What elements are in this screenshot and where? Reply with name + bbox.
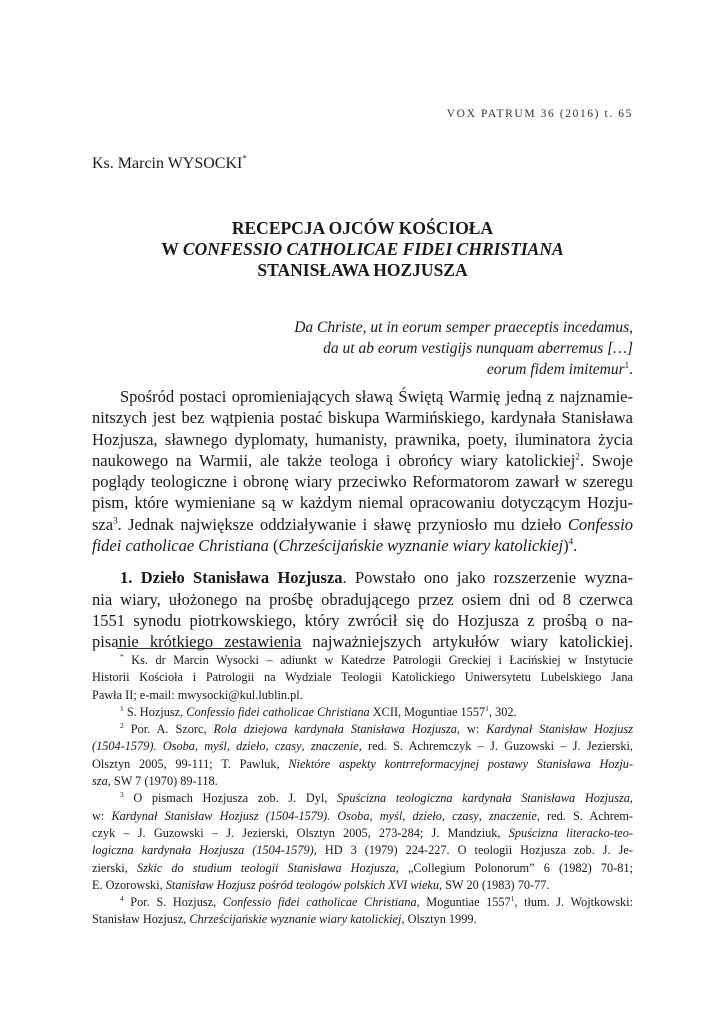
fn3-mark: 3 <box>120 790 124 800</box>
fn-line <box>92 808 633 825</box>
p1-l8-italic-1: fidei catholicae Christiana <box>92 536 269 556</box>
fn4-l1-mid: , Moguntiae 1557 <box>416 895 511 910</box>
fn3-l6-rest: , SW 20 (1983) 70-77. <box>439 877 550 892</box>
fn4-l1-sup: 1 <box>510 894 515 904</box>
p1-l4-text: naukowego na Warmii, ale także teologa i obrońcy wiary katolickiej <box>92 450 576 470</box>
fn4-l1-rest: , tłum. J. Wojtkowski: <box>514 895 633 910</box>
p2-l1-rest: . Powstało ono jako rozszerzenie wyzna- <box>342 568 633 588</box>
fn1-sup: 1 <box>485 703 489 713</box>
title-line-2 <box>92 239 633 260</box>
p1-l8-end: ) <box>563 536 569 556</box>
fn3-l1-pre: O pismach Hozjusza zob. J. Dyl, <box>123 791 338 806</box>
fn4-l1-pre: Por. S. Hozjusz, <box>123 895 223 910</box>
fn-line <box>92 738 633 755</box>
footnote-4 <box>92 894 633 929</box>
p1-line: poglądy teologiczne i obronę wiary przeciwko Reformatorom zawarł w szeregu <box>92 472 633 492</box>
fn3-l2-italic: Kardynał Stanisław Hozjusz (1504-1579). Osoba <box>111 808 370 823</box>
fn4-mark: 4 <box>120 894 124 904</box>
fn3-l2-rest: , red. S. Achrem- <box>536 808 634 823</box>
fn-line <box>92 911 633 928</box>
fn3-l3-pre: czyk – J. Guzowski – J. Jezierski, Olsztyn 2005, 273-284; J. Mandziuk, <box>92 825 509 840</box>
fn-line <box>92 756 633 773</box>
fn3-l6-italic: Stanisław Hozjusz pośród teologów polskich XVI wieku <box>165 877 440 892</box>
fn-line: Pawła II; e-mail: mwysocki@kul.lublin.pl. <box>92 687 303 702</box>
fn2-l2-i2: myśl <box>204 739 227 754</box>
fn3-l5-rest: , „Collegium Polonorum” 6 (1982) 70-81; <box>395 860 633 875</box>
fn2-l1-italic-2: Kardynał Stanisław Hozjusz <box>486 722 633 737</box>
epigraph-footnote-ref: 1 <box>624 359 630 370</box>
fn1-mark: 1 <box>120 703 124 713</box>
fn2-l2-c1: , <box>194 739 205 754</box>
fn3-l1-end: , <box>629 791 633 806</box>
p1-l8-italic-2: Chrześcijańskie wyznanie wiary katolickiej <box>278 536 564 556</box>
fn-line <box>92 704 633 721</box>
p1-line: Hozjusza, sławnego dyplomaty, humanisty, prawnika, poety, iluminatora życia <box>92 429 633 449</box>
p1-line: pism, które wymieniane są w każdym niemal opracowaniu dotyczącym Hozju- <box>92 493 633 513</box>
fn-star-mark: * <box>120 651 124 661</box>
paragraph-2 <box>92 567 633 652</box>
fn1-pre: S. Hozjusz, <box>123 704 187 719</box>
fn2-l2-italic: (1504-1579). Osoba <box>92 739 195 754</box>
footnotes <box>92 652 633 929</box>
fn4-l2-pre: Stanisław Hozjusz, <box>92 912 190 927</box>
fn3-l2-i3: dzieło <box>412 808 442 823</box>
fn3-l2-i4: czasy <box>452 808 479 823</box>
epigraph-line-3 <box>213 359 633 380</box>
p1-line: Spośród postaci opromieniających sławą Świętą Warmię jedną z najznamie- <box>120 387 633 406</box>
fn-star-l1: Ks. dr Marcin Wysocki – adiunkt w Katedrze Patrologii Greckiej i Łacińskiej w Instytucie <box>123 653 633 667</box>
fn3-l2-c4: , <box>478 808 489 823</box>
p1-line <box>92 450 633 471</box>
fn2-l1-mid: , w: <box>456 722 487 737</box>
fn2-l2-i4: czasy <box>274 739 302 754</box>
fn-line <box>92 860 633 877</box>
fn1-mid: XCII, Moguntiae 1557 <box>369 704 486 719</box>
footnote-ref-2: 2 <box>575 451 580 462</box>
article-body <box>92 386 633 653</box>
footnote-1 <box>92 704 633 721</box>
footnote-ref-4: 4 <box>568 536 574 547</box>
article-title <box>92 218 633 281</box>
fn2-mark: 2 <box>120 721 124 731</box>
fn-line <box>92 842 633 859</box>
footnote-rule <box>117 648 302 649</box>
fn3-l5-italic: Szkic do studium teologii Stanisława Hozjusza <box>136 860 396 875</box>
fn2-l4-rest: , SW 7 (1970) 89-118. <box>107 774 218 789</box>
paragraph-1 <box>92 386 633 556</box>
p1-l7-text: sza <box>92 514 114 534</box>
fn2-l1-pre: Por. A. Szorc, <box>123 722 214 737</box>
fn-line <box>92 877 633 894</box>
fn2-l2-rest: , red. S. Achremczyk – J. Guzowski – J. Jezierski, <box>358 739 633 754</box>
fn3-l5-pre: zierski, <box>92 860 137 875</box>
fn3-l6-pre: E. Ozorowski, <box>92 877 166 892</box>
fn3-l1-italic: Spuścizna teologiczna kardynała Stanisława Hozjusza <box>337 791 630 806</box>
fn4-l2-rest: , Olsztyn 1999. <box>401 912 477 927</box>
fn4-l2-italic: Chrześcijańskie wyznanie wiary katolickiej <box>189 912 402 927</box>
fn3-l4-rest: , HD 3 (1979) 224-227. O teologii Hozjusza zob. J. Je- <box>313 843 633 858</box>
fn2-l2-i3: dzieło <box>236 739 266 754</box>
title-line-3: STANISŁAWA HOZJUSZA <box>257 260 468 280</box>
footnote-3 <box>92 790 633 894</box>
fn2-l3-italic: Niektóre aspekty kontrreformacyjnej postawy Stanisława Hozju- <box>288 756 633 771</box>
epigraph-line-2: da ut ab eorum vestigijs nunquam aberremus […] <box>323 340 633 357</box>
fn3-l2-c3: , <box>441 808 453 823</box>
p1-line <box>92 535 633 556</box>
author-name-text: Ks. Marcin WYSOCKI <box>92 155 243 172</box>
p1-l7-italic: Confessio <box>567 514 633 534</box>
author-footnote-mark: * <box>242 153 247 164</box>
p1-l4-end: . Swoje <box>579 450 633 470</box>
fn1-italic: Confessio fidei catholicae Christiana <box>186 704 370 719</box>
fn-line <box>92 894 633 911</box>
p1-l8-dot: . <box>573 536 578 556</box>
author-name <box>92 155 247 173</box>
p1-l7-mid: . Jednak największe oddziaływanie i sławę przyniosło mu dziełо <box>117 514 568 534</box>
epigraph <box>213 317 633 380</box>
fn1-end: , 302. <box>488 704 517 719</box>
fn-line <box>92 790 633 807</box>
fn2-l2-c4: , <box>301 739 311 754</box>
p1-line: nitszych jest bez wątpienia postać biskupa Warmińskiego, kardynała Stanisława <box>92 408 633 428</box>
section-heading: 1. Dzieło Stanisława Hozjusza <box>120 568 343 588</box>
epigraph-line-1: Da Christe, ut in eorum semper praeceptis incedamus, <box>294 319 633 336</box>
fn-line <box>92 652 633 669</box>
fn-line <box>92 773 633 790</box>
p2-line: pisanie krótkiego zestawienia najważniejszych artykułów wiary katolickiej. <box>92 632 633 652</box>
fn2-l2-i5: znaczenie <box>310 739 359 754</box>
fn3-l2-c2: , <box>402 808 413 823</box>
fn2-l2-c3: , <box>265 739 275 754</box>
fn3-l2-i2: myśl <box>379 808 403 823</box>
fn2-l3-pre: Olsztyn 2005, 99-111; T. Pawluk, <box>92 756 289 771</box>
fn3-l4-italic: logiczna kardynała Hozjusza (1504-1579) <box>92 843 314 858</box>
p2-line: 1551 synodu piotrkowskiego, który zwrócił się do Hozjusza z prośbą o na- <box>92 610 633 630</box>
fn-line <box>92 825 633 842</box>
fn-line <box>92 721 633 738</box>
p2-line <box>92 567 633 588</box>
fn2-l1-italic: Rola dziejowa kardynała Stanisława Hozjusza <box>213 722 457 737</box>
epigraph-end: . <box>629 361 633 378</box>
fn3-l2-pre: w: <box>92 808 112 823</box>
epigraph-line-3-text: eorum fidem imitemur <box>486 361 625 378</box>
footnote-ref-3: 3 <box>113 515 118 526</box>
title-line-2-prefix: W <box>161 239 183 259</box>
title-line-1: RECEPCJA OJCÓW KOŚCIOŁA <box>231 218 494 238</box>
fn4-l1-italic: Confessio fidei catholicae Christiana <box>222 895 417 910</box>
footnote-2 <box>92 721 633 790</box>
footnote-star <box>92 652 633 704</box>
fn3-l2-c1: , <box>369 808 380 823</box>
p1-l8-mid: ( <box>268 536 279 556</box>
fn2-l2-c2: , <box>226 739 237 754</box>
fn2-l4-italic: sza <box>92 774 108 789</box>
p1-line <box>92 514 633 535</box>
fn3-l2-i5: znaczenie <box>488 808 537 823</box>
p2-line: nia wiary, ułożonego na prośbę obradującego przez osiem dni od 8 czerwca <box>92 589 633 609</box>
running-head: VOX PATRUM 36 (2016) t. 65 <box>446 108 633 120</box>
fn3-l3-italic: Spuścizna literacko-teo- <box>508 825 633 840</box>
fn-line: Historii Kościoła i Patrologii na Wydziale Teologii Katolickiego Uniwersytetu Lubelskiego Jana <box>92 670 633 685</box>
title-line-2-italic: CONFESSIO CATHOLICAE FIDEI CHRISTIANA <box>182 239 564 259</box>
